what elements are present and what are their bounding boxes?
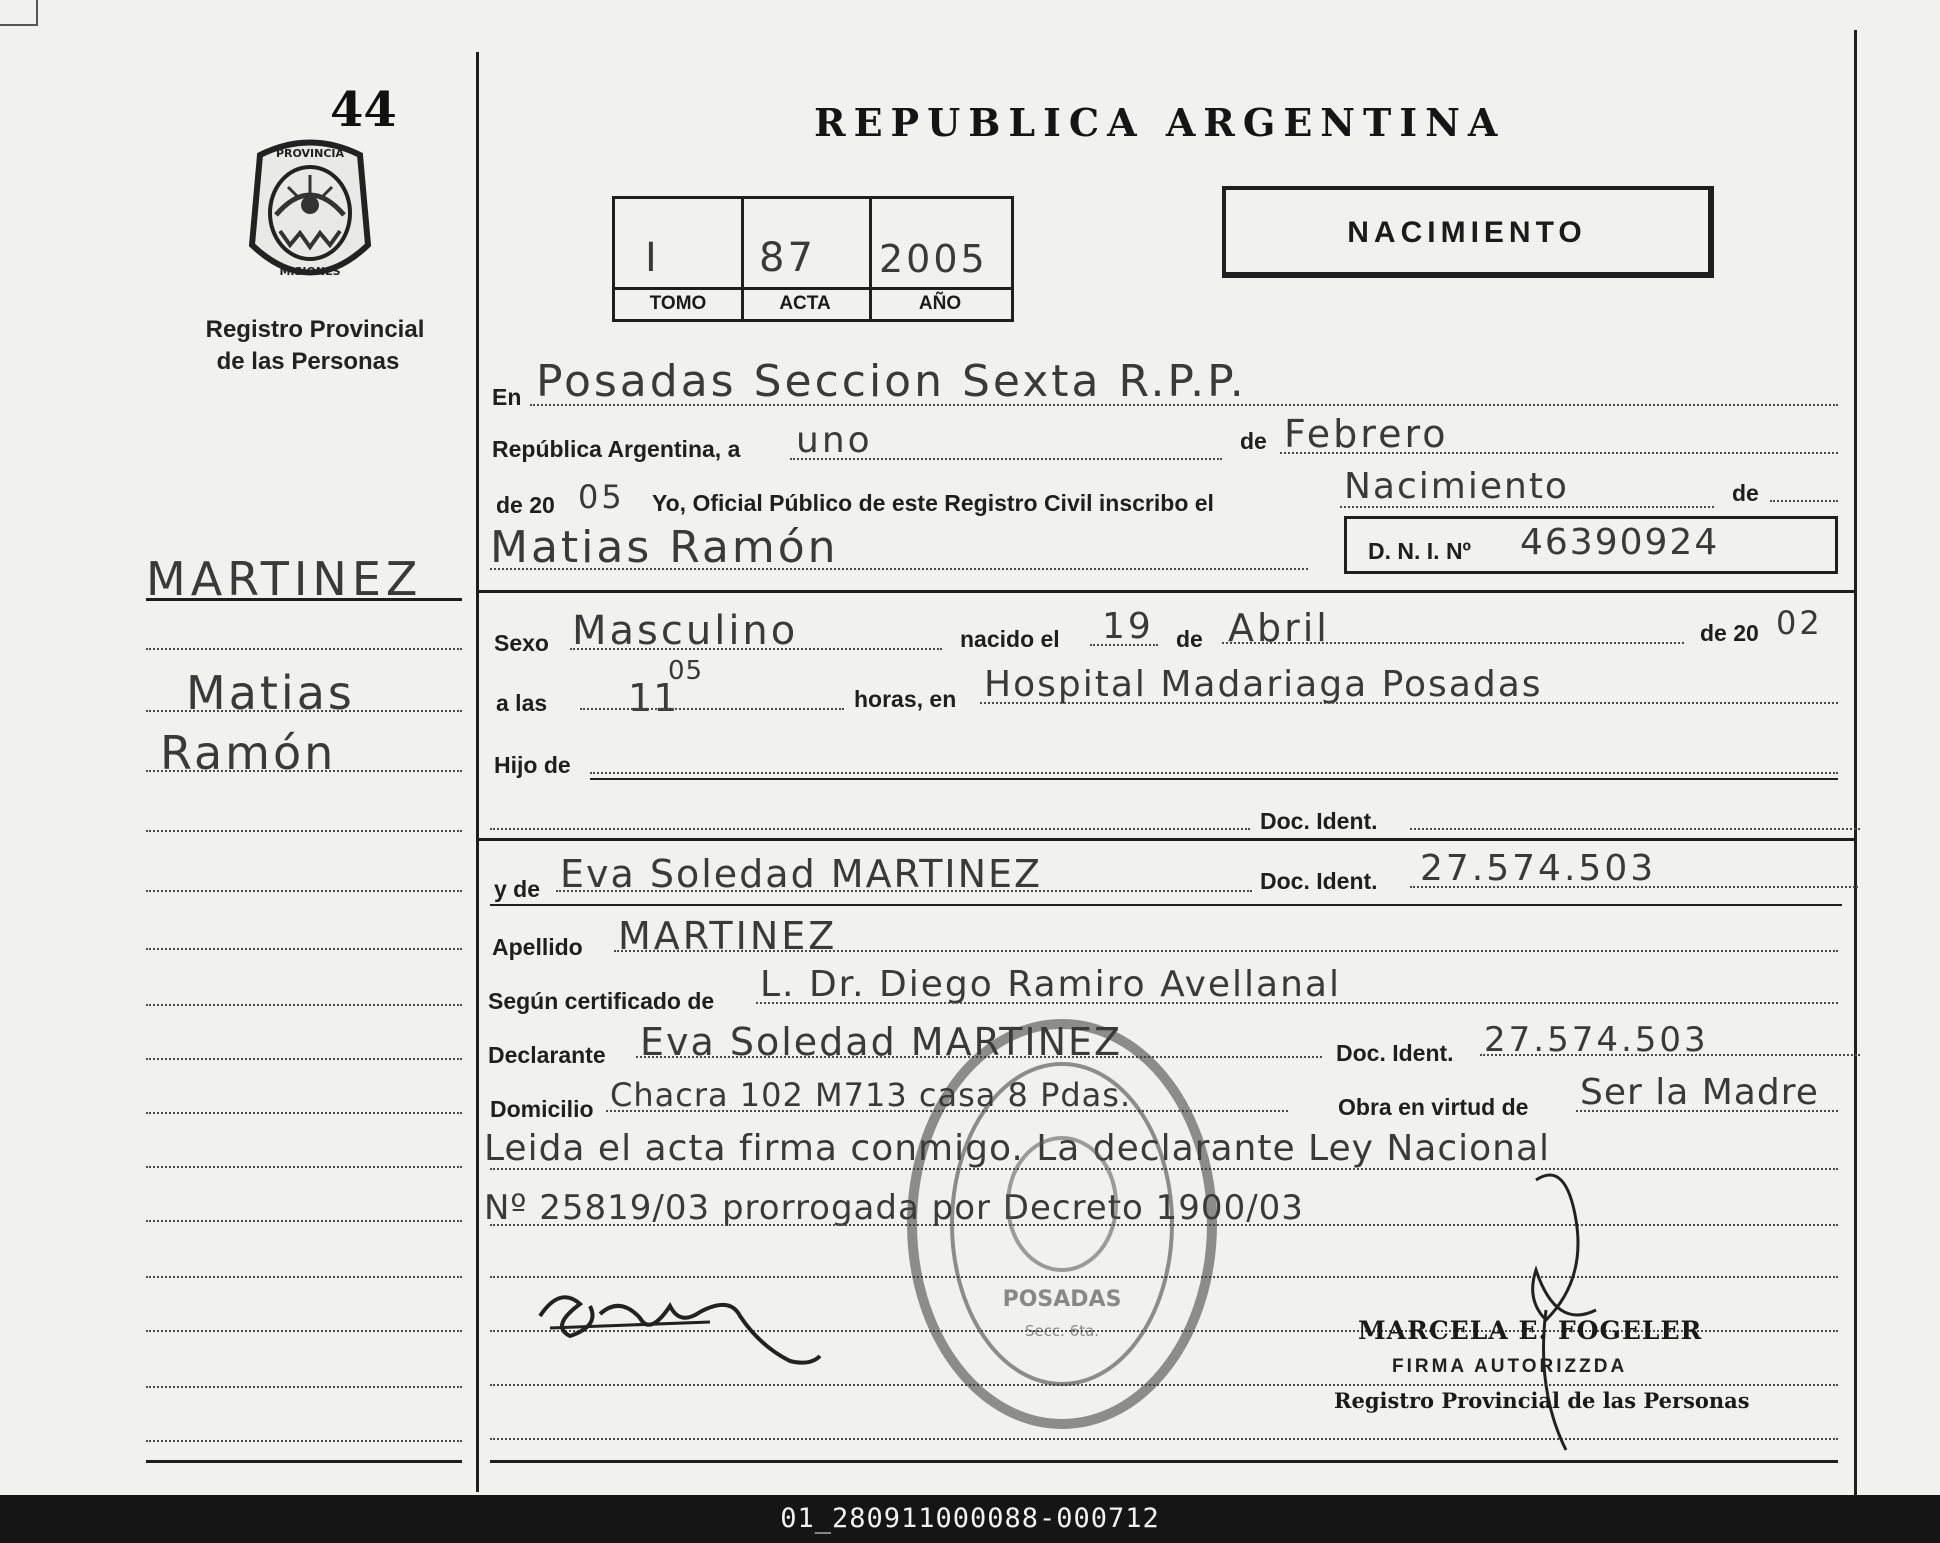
acta-label: ACTA bbox=[779, 293, 831, 314]
dni-value: 46390924 bbox=[1520, 522, 1720, 563]
obra-value: Ser la Madre bbox=[1580, 1072, 1819, 1113]
registry-signature-name: Registro Provincial de las Personas bbox=[1334, 1388, 1750, 1413]
declarante-label: Declarante bbox=[488, 1042, 606, 1068]
birth-year-label: de 20 bbox=[1700, 620, 1759, 646]
country-title: REPUBLICA ARGENTINA bbox=[814, 100, 1506, 145]
year-prefix-label: de 20 bbox=[496, 492, 555, 518]
sidebar-line bbox=[146, 1440, 462, 1442]
sidebar-line bbox=[146, 648, 462, 650]
bottom-rule bbox=[490, 1460, 1838, 1463]
day-line bbox=[790, 458, 1222, 460]
month-written: Febrero bbox=[1284, 412, 1449, 456]
sidebar-line bbox=[146, 948, 462, 950]
sidebar-line bbox=[146, 830, 462, 832]
document-id-bar: 01_280911000088-000712 bbox=[0, 1495, 1940, 1543]
dni-label: D. N. I. Nº bbox=[1368, 538, 1471, 564]
left-column-divider bbox=[476, 52, 479, 1492]
de-label: de bbox=[1240, 428, 1267, 454]
event-line bbox=[1340, 506, 1714, 508]
oficial-text: Yo, Oficial Público de este Registro Civil inscribo el bbox=[652, 490, 1214, 516]
apellido-value: MARTINEZ bbox=[618, 914, 838, 958]
tomo-value: I bbox=[645, 235, 660, 281]
sexo-line bbox=[570, 648, 942, 650]
en-label: En bbox=[492, 384, 522, 410]
apellido-label: Apellido bbox=[492, 934, 583, 960]
de-label-2: de bbox=[1732, 480, 1759, 506]
apellido-line bbox=[614, 950, 1838, 952]
mother-name-line bbox=[556, 890, 1252, 892]
place-line bbox=[530, 404, 1838, 406]
registry-name-line2: de las Personas bbox=[216, 348, 400, 375]
sexo-label: Sexo bbox=[494, 630, 549, 656]
obra-line bbox=[1576, 1110, 1838, 1112]
declarante-doc: 27.574.503 bbox=[1484, 1020, 1709, 1060]
day-written: uno bbox=[796, 420, 873, 461]
birth-day: 19 bbox=[1102, 606, 1154, 647]
sidebar-given-name-1: Matias bbox=[186, 666, 355, 720]
sidebar-given-name-2: Ramón bbox=[160, 726, 337, 780]
birth-month: Abril bbox=[1228, 606, 1330, 650]
place-value: Posadas Seccion Sexta R.P.P. bbox=[536, 356, 1247, 407]
hijo-line bbox=[590, 772, 1838, 774]
mother-doc-label: Doc. Ident. bbox=[1260, 868, 1378, 894]
declarante-doc-line bbox=[1480, 1054, 1860, 1056]
province-seal-icon bbox=[240, 135, 380, 295]
declarant-signature-icon bbox=[530, 1266, 830, 1376]
de-line-2 bbox=[1770, 500, 1838, 502]
record-number-table bbox=[612, 196, 1014, 322]
official-name: MARCELA E. FOGELER bbox=[1358, 1316, 1703, 1345]
sidebar-line bbox=[146, 710, 462, 712]
sidebar-line bbox=[146, 1276, 462, 1278]
sidebar-surname-underline bbox=[146, 598, 462, 601]
a-las-label: a las bbox=[496, 690, 548, 716]
sidebar-bottom-rule bbox=[146, 1460, 462, 1463]
domicilio-label: Domicilio bbox=[490, 1096, 594, 1122]
tomo-label: TOMO bbox=[649, 293, 707, 314]
birth-day-line bbox=[1090, 644, 1158, 646]
declarante-value: Eva Soledad MARTINEZ bbox=[640, 1020, 1123, 1064]
birth-place-line bbox=[980, 702, 1838, 704]
note-line-1: Leida el acta firma conmigo. La declarante Ley Nacional bbox=[484, 1128, 1551, 1169]
y-de-label: y de bbox=[494, 876, 541, 902]
note-line-2: Nº 25819/03 prorrogada por Decreto 1900/03 bbox=[484, 1188, 1304, 1228]
birth-time-line bbox=[580, 708, 844, 710]
certificado-value: L. Dr. Diego Ramiro Avellanal bbox=[760, 964, 1341, 1005]
blank-line bbox=[490, 1438, 1838, 1440]
act-type-box bbox=[1222, 186, 1714, 278]
child-name: Matias Ramón bbox=[490, 522, 839, 573]
horas-label: horas, en bbox=[854, 686, 957, 712]
father-doc-label: Doc. Ident. bbox=[1260, 808, 1378, 834]
certificado-line bbox=[756, 1002, 1838, 1004]
svg-text:Secc. 6ta.: Secc. 6ta. bbox=[1024, 1322, 1100, 1340]
birth-year-suffix: 02 bbox=[1776, 604, 1823, 642]
sidebar-line bbox=[146, 1330, 462, 1332]
ano-value: 2005 bbox=[879, 237, 988, 281]
birth-time-min: 05 bbox=[668, 656, 704, 686]
svg-text:PROVINCIA: PROVINCIA bbox=[275, 147, 345, 160]
obra-label: Obra en virtud de bbox=[1338, 1094, 1529, 1120]
mother-name: Eva Soledad MARTINEZ bbox=[560, 852, 1043, 896]
sidebar-line bbox=[146, 1004, 462, 1006]
birth-place: Hospital Madariaga Posadas bbox=[984, 664, 1543, 705]
svg-text:POSADAS: POSADAS bbox=[1002, 1287, 1122, 1312]
firma-label: FIRMA AUTORIZZDA bbox=[1392, 1356, 1628, 1377]
sidebar-line bbox=[146, 1166, 462, 1168]
section-rule-2 bbox=[478, 838, 1854, 841]
official-signature-icon bbox=[1476, 1160, 1616, 1460]
hijo-label: Hijo de bbox=[494, 752, 571, 778]
registry-name-line1: Registro Provincial bbox=[205, 316, 425, 343]
sidebar-surname: MARTINEZ bbox=[146, 552, 423, 606]
nacido-label: nacido el bbox=[960, 626, 1060, 652]
mother-doc: 27.574.503 bbox=[1420, 848, 1657, 889]
sexo-value: Masculino bbox=[572, 608, 799, 654]
right-border bbox=[1854, 30, 1857, 1495]
section-rule bbox=[478, 590, 1854, 593]
mother-doc-line bbox=[1410, 886, 1858, 888]
sidebar-line bbox=[146, 1220, 462, 1222]
event-value: Nacimiento bbox=[1344, 466, 1569, 507]
corner-mark bbox=[0, 0, 38, 26]
certificado-label: Según certificado de bbox=[488, 988, 715, 1014]
sidebar-line bbox=[146, 770, 462, 772]
de-label-3: de bbox=[1176, 626, 1203, 652]
year-suffix: 05 bbox=[578, 478, 625, 516]
hijo-solid-line bbox=[590, 778, 1838, 780]
republica-label: República Argentina, a bbox=[492, 436, 741, 462]
ano-label: AÑO bbox=[918, 293, 962, 314]
father-doc-line bbox=[1410, 828, 1860, 830]
official-stamp-icon bbox=[902, 1014, 1222, 1434]
svg-text:MISIONES: MISIONES bbox=[279, 265, 341, 278]
sidebar-line bbox=[146, 1112, 462, 1114]
birth-time-hour: 11 bbox=[628, 676, 679, 720]
child-name-line bbox=[490, 568, 1308, 570]
birth-month-line bbox=[1222, 642, 1684, 644]
sidebar-line bbox=[146, 1058, 462, 1060]
father-line bbox=[490, 828, 1250, 830]
acta-value: 87 bbox=[759, 235, 816, 281]
act-type-label: NACIMIENTO bbox=[1347, 216, 1587, 249]
folio-number: 44 bbox=[330, 82, 397, 138]
month-line bbox=[1280, 452, 1838, 454]
sidebar-line bbox=[146, 1386, 462, 1388]
section-rule-3 bbox=[490, 904, 1842, 906]
domicilio-value: Chacra 102 M713 casa 8 Pdas. bbox=[610, 1076, 1132, 1114]
sidebar-line bbox=[146, 890, 462, 892]
declarante-doc-label: Doc. Ident. bbox=[1336, 1040, 1454, 1066]
